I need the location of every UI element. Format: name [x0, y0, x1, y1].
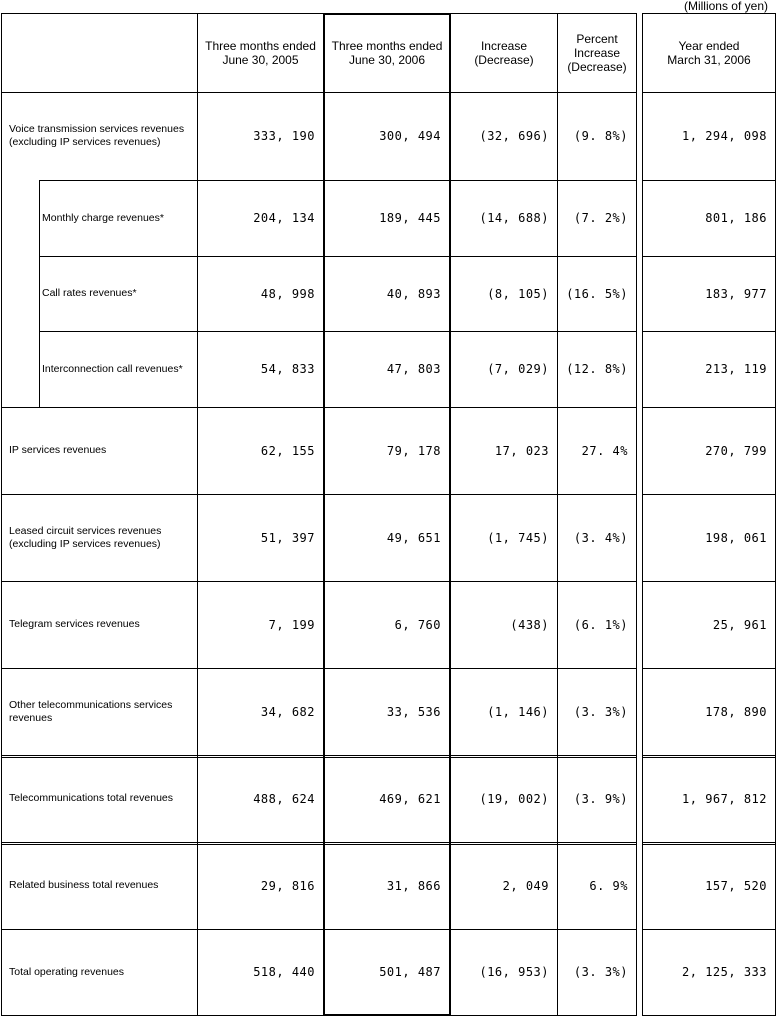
row-value-q1-2005-10: 518, 440 [253, 965, 315, 979]
header-percent: Percent Increase (Decrease) [567, 31, 627, 74]
row-value-year-6: 25, 961 [712, 617, 767, 632]
row-value-percent-4: 27. 4% [581, 443, 628, 458]
header-increase: Increase (Decrease) [474, 38, 534, 67]
row-value-q1-2006-1: 189, 445 [379, 211, 441, 225]
row-value-q1-2005-8: 488, 624 [253, 791, 315, 806]
row-value-q1-2006-8: 469, 621 [379, 791, 441, 806]
row-value-percent-2: (16. 5%) [566, 286, 628, 301]
row-value-percent-3: (12. 8%) [566, 362, 628, 376]
row-value-year-3: 213, 119 [705, 362, 767, 376]
row-value-q1-2006-6: 6, 760 [394, 617, 441, 632]
row-value-percent-10: (3. 3%) [573, 965, 628, 979]
row-value-q1-2005-3: 54, 833 [260, 362, 315, 376]
row-label-3: Interconnection call revenues* [42, 362, 183, 375]
row-value-q1-2005-4: 62, 155 [260, 443, 315, 458]
row-value-increase-5: (1, 745) [487, 530, 549, 545]
row-value-increase-7: (1, 146) [487, 704, 549, 719]
row-value-q1-2006-0: 300, 494 [379, 129, 441, 143]
row-value-percent-5: (3. 4%) [573, 530, 628, 545]
row-value-year-4: 270, 799 [705, 443, 767, 458]
row-value-increase-4: 17, 023 [494, 443, 549, 458]
row-value-percent-8: (3. 9%) [573, 791, 628, 806]
row-value-percent-1: (7. 2%) [573, 211, 628, 225]
row-value-increase-0: (32, 696) [479, 129, 549, 143]
row-value-increase-2: (8, 105) [487, 286, 549, 301]
row-label-1: Monthly charge revenues* [42, 211, 164, 224]
row-value-q1-2006-2: 40, 893 [386, 286, 441, 301]
header-q1-2006: Three months ended June 30, 2006 [331, 38, 443, 67]
row-value-q1-2006-9: 31, 866 [386, 878, 441, 893]
row-value-year-9: 157, 520 [705, 878, 767, 893]
row-value-q1-2005-6: 7, 199 [268, 617, 315, 632]
row-value-increase-9: 2, 049 [502, 878, 549, 893]
row-label-8: Telecommunications total revenues [9, 792, 174, 804]
row-value-q1-2005-9: 29, 816 [260, 878, 315, 893]
row-value-q1-2006-10: 501, 487 [379, 965, 441, 979]
row-value-increase-6: (438) [510, 617, 549, 632]
row-label-4: IP services revenues [9, 444, 107, 456]
row-value-year-10: 2, 125, 333 [682, 965, 767, 979]
header-year-2006: Year ended March 31, 2006 [667, 38, 751, 67]
row-value-percent-0: (9. 8%) [573, 129, 628, 143]
header-q1-2005: Three months ended June 30, 2005 [205, 38, 316, 67]
row-value-year-2: 183, 977 [705, 286, 767, 301]
row-border-12-year [642, 1015, 776, 1016]
row-value-q1-2005-1: 204, 134 [253, 211, 315, 225]
row-border-12-main [1, 1015, 637, 1016]
row-label-7: Other telecommunications services revenues [9, 698, 173, 724]
row-value-increase-1: (14, 688) [479, 211, 549, 225]
row-value-q1-2005-0: 333, 190 [253, 129, 315, 143]
row-value-year-1: 801, 186 [705, 211, 767, 225]
row-value-year-8: 1, 967, 812 [682, 791, 767, 806]
row-value-increase-10: (16, 953) [479, 965, 549, 979]
row-value-percent-9: 6. 9% [589, 878, 628, 893]
row-value-percent-7: (3. 3%) [573, 704, 628, 719]
row-value-q1-2006-5: 49, 651 [386, 530, 441, 545]
row-value-increase-8: (19, 002) [479, 791, 549, 806]
row-label-6: Telegram services revenues [9, 618, 140, 630]
row-value-q1-2006-3: 47, 803 [386, 362, 441, 376]
row-label-5: Leased circuit services revenues (excluding IP services revenues) [9, 524, 162, 550]
row-value-q1-2005-7: 34, 682 [260, 704, 315, 719]
row-label-2: Call rates revenues* [42, 287, 137, 299]
row-value-year-7: 178, 890 [705, 704, 767, 719]
row-value-q1-2005-2: 48, 998 [260, 286, 315, 301]
row-value-q1-2006-4: 79, 178 [386, 443, 441, 458]
units-note: (Millions of yen) [683, 0, 768, 13]
row-label-0: Voice transmission services revenues (excluding IP services revenues) [9, 123, 185, 148]
row-value-year-5: 198, 061 [705, 530, 767, 545]
row-value-increase-3: (7, 029) [487, 362, 549, 376]
col4-right-border [636, 13, 637, 1016]
row-value-year-0: 1, 294, 098 [682, 129, 767, 143]
row-value-q1-2005-5: 51, 397 [260, 530, 315, 545]
row-value-q1-2006-7: 33, 536 [386, 704, 441, 719]
row-label-9: Related business total revenues [9, 879, 159, 891]
row-label-10: Total operating revenues [9, 965, 124, 978]
row-value-percent-6: (6. 1%) [573, 617, 628, 632]
